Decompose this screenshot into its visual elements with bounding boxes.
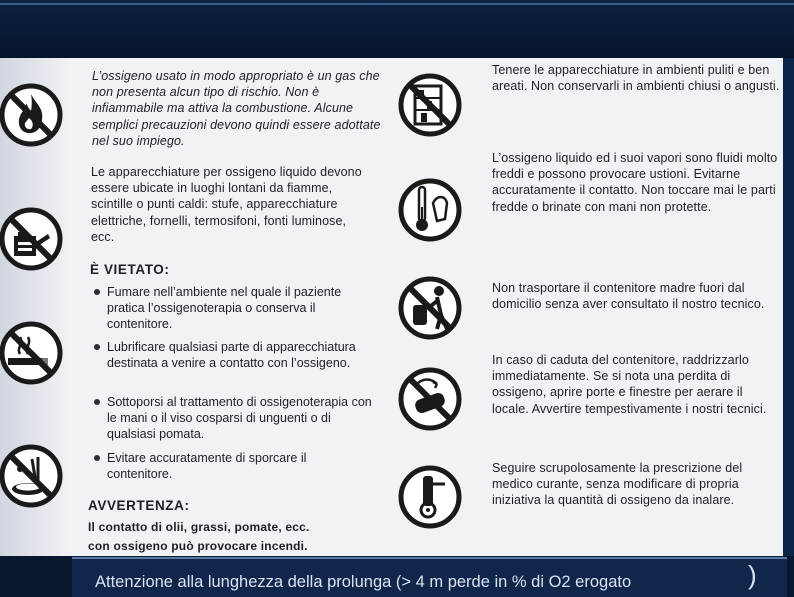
forbidden-heading: È VIETATO:: [90, 262, 170, 277]
right-item-cleanliness: Tenere le apparecchiature in ambienti puliti e ben areati. Non conservarli in ambienti chiusi o angusti.: [492, 63, 780, 94]
forbidden-item: Fumare nell’ambiente nel quale il paziente pratica l’ossigenoterapia o conserva il contenitore.: [107, 284, 377, 333]
scanned-document: [0, 58, 783, 556]
slide-header-bar: [0, 0, 794, 58]
forbidden-item: Evitare accuratamente di sporcare il contenitore.: [107, 450, 347, 482]
no-transport-icon: [397, 275, 463, 341]
no-fire-icon: [0, 82, 64, 148]
caption-closing-paren: ): [748, 560, 757, 590]
fallen-container-icon: [397, 366, 463, 432]
warning-line: con ossigeno può provocare incendi.: [88, 539, 308, 553]
right-item-transport: Non trasportare il contenitore madre fuori dal domicilio senza aver consultato il nostro tecnico.: [492, 281, 765, 312]
right-item-prescription: Seguire scrupolosamente la prescrizione del medico curante, senza modificare di propria iniziativa la quantità di ossigeno da inalare.: [492, 461, 743, 508]
warning-line: Il contatto di olii, grassi, pomate, ecc.: [88, 520, 310, 534]
warning-heading: AVVERTENZA:: [88, 498, 190, 513]
forbidden-item: Lubrificare qualsiasi parte di apparecchiatura destinata a venire a contatto con l’ossigeno.: [107, 339, 362, 371]
right-item-leak: In caso di caduta del contenitore, raddrizzarlo immediatamente. Se si nota una perdita di ossigeno, aprire porte e finestre per aerare il locale. Avvertire tempestivamente i nostri tecnici.: [492, 353, 767, 416]
oxygen-regulator-icon: [397, 464, 463, 530]
cold-thermometer-icon: [397, 177, 463, 243]
intro-paragraph: L’ossigeno usato in modo appropriato è un gas che non presenta alcun tipo di rischio. Non è infiammabile ma attiva la combustione. Alcune semplici precauzioni devono quindi essere adottate nel suo impiego.: [92, 69, 381, 148]
forbidden-item: Sottoporsi al trattamento di ossigenoterapia con le mani o il viso cosparsi di unguenti o di qualsiasi pomata.: [107, 394, 382, 443]
slide-caption: Attenzione alla lunghezza della prolunga (> 4 m perde in % di O2 erogato: [95, 573, 632, 591]
warning-body: [88, 518, 388, 556]
no-dirt-icon: [0, 443, 64, 509]
no-smoking-icon: [0, 320, 64, 386]
no-electric-appliance-icon: [0, 206, 64, 272]
right-edge-band: [783, 58, 794, 556]
placement-paragraph: Le apparecchiature per ossigeno liquido devono essere ubicate in luoghi lontani da fiamme, scintille o punti caldi: stufe, apparecchiature elettriche, fornelli, termosifoni, fonti luminose, ecc.: [91, 165, 362, 244]
right-item-cold-burns: L’ossigeno liquido ed i suoi vapori sono fluidi molto freddi e possono provocare ustioni. Evitarne accuratamente il contatto. Non toccare mai le parti fredde o brinate con mani non protette.: [492, 151, 778, 214]
no-closed-cabinet-icon: [397, 72, 463, 138]
